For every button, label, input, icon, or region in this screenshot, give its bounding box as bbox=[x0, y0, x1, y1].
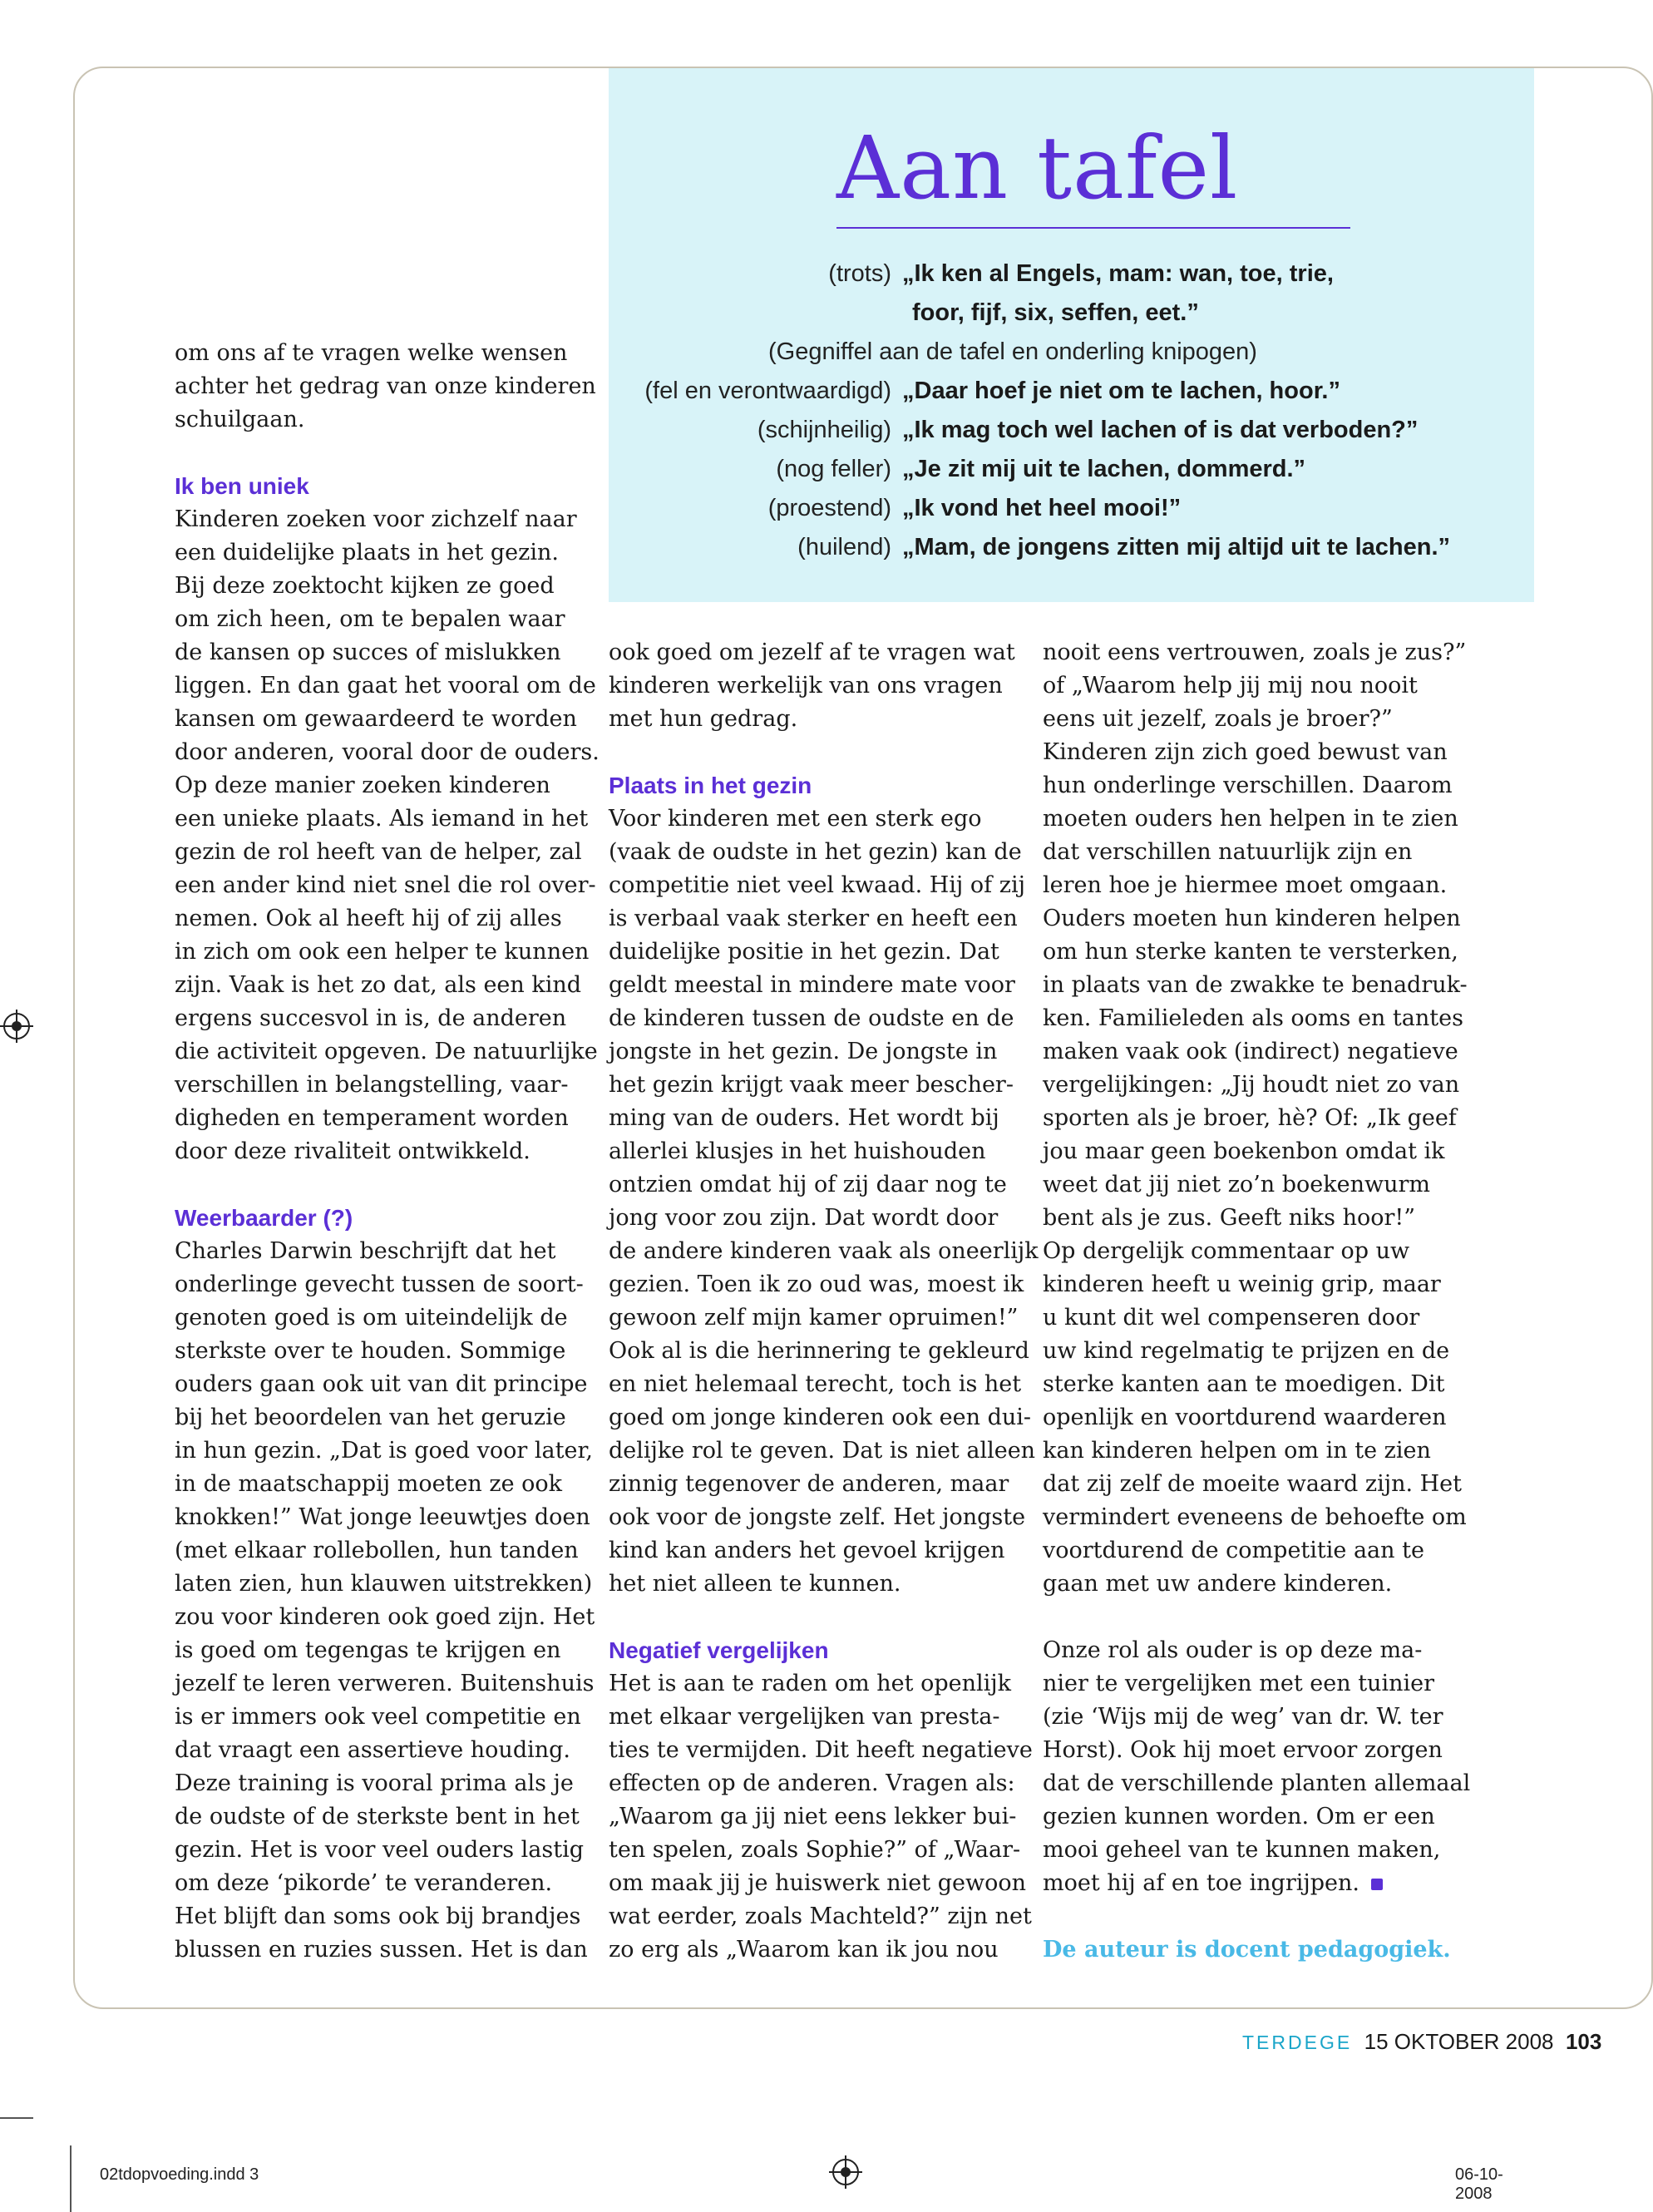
text-line: ming van de ouders. Het wordt bij bbox=[609, 1105, 999, 1131]
text-line: ergens succesvol in is, de anderen bbox=[175, 1005, 567, 1031]
text-line: digheden en temperament worden bbox=[175, 1105, 569, 1131]
registration-mark-icon bbox=[3, 1013, 30, 1039]
text-line: gezien kunnen worden. Om er een bbox=[1043, 1804, 1435, 1829]
col1-intro bbox=[175, 337, 596, 437]
dialogue-line bbox=[609, 450, 1534, 489]
text-line: kind kan anders het gevoel krijgen bbox=[609, 1538, 1005, 1563]
text-line: zou voor kinderen ook goed zijn. Het bbox=[175, 1604, 595, 1630]
text-line: om zich heen, om te bepalen waar bbox=[175, 606, 565, 632]
text-line: jong voor zou zijn. Dat wordt door bbox=[609, 1205, 999, 1231]
text-line: Horst). Ook hij moet ervoor zorgen bbox=[1043, 1737, 1443, 1763]
text-line: sterkste over te houden. Sommige bbox=[175, 1338, 566, 1364]
text-line: door deze rivaliteit ontwikkeld. bbox=[175, 1138, 530, 1164]
text-line: moet hij af en toe ingrijpen. bbox=[1043, 1867, 1475, 1900]
text-line: om deze ‘pikorde’ te veranderen. bbox=[175, 1870, 553, 1896]
page-footer bbox=[1242, 2029, 1601, 2055]
text-line: ouders gaan ook uit van dit principe bbox=[175, 1371, 588, 1397]
text-line: kan kinderen helpen om in te zien bbox=[1043, 1438, 1431, 1464]
text-line: Kinderen zoeken voor zichzelf naar bbox=[175, 506, 577, 532]
text-line: de kinderen tussen de oudste en de bbox=[609, 1005, 1014, 1031]
text-line: wat eerder, zoals Machteld?” zijn net bbox=[609, 1903, 1032, 1929]
text-line: verschillen in belangstelling, vaar- bbox=[175, 1072, 569, 1098]
heading-negatief-vergelijken: Negatief vergelijken bbox=[609, 1637, 829, 1663]
sidebar-dialogue bbox=[609, 254, 1534, 567]
text-line: de kansen op succes of mislukken bbox=[175, 639, 561, 665]
text-line: een unieke plaats. Als iemand in het bbox=[175, 806, 589, 832]
dialogue-tag: (fel en verontwaardigd) bbox=[644, 378, 891, 404]
column-2 bbox=[609, 636, 1039, 1967]
text-line: gaan met uw andere kinderen. bbox=[1043, 1571, 1393, 1597]
text-line: in plaats van de zwakke te benadruk- bbox=[1043, 972, 1468, 998]
text-line: vergelijkingen: „Jij houdt niet zo van bbox=[1043, 1072, 1460, 1098]
text-line: laten zien, hun klauwen uitstrekken) bbox=[175, 1571, 593, 1597]
end-mark-icon bbox=[1371, 1879, 1383, 1890]
text-line: kansen om gewaardeerd te worden bbox=[175, 706, 577, 732]
dialogue-line bbox=[609, 489, 1534, 528]
dialogue-quote: „Je zit mij uit te lachen, dommerd.” bbox=[902, 456, 1306, 482]
column-1 bbox=[175, 337, 600, 1967]
heading-weerbaarder: Weerbaarder (?) bbox=[175, 1205, 353, 1231]
print-file-name: 02tdopvoeding.indd 3 bbox=[100, 2165, 259, 2184]
text-line: weet dat jij niet zo’n boekenwurm bbox=[1043, 1172, 1431, 1197]
text-line: genoten goed is om uiteindelijk de bbox=[175, 1305, 568, 1331]
text-line: Op deze manier zoeken kinderen bbox=[175, 773, 550, 798]
magazine-name: TERDEGE bbox=[1242, 2032, 1353, 2053]
text-line: zijn. Vaak is het zo dat, als een kind bbox=[175, 972, 582, 998]
title-rule bbox=[836, 227, 1350, 229]
dialogue-line bbox=[609, 294, 1534, 333]
text-line: Kinderen zijn zich goed bewust van bbox=[1043, 739, 1448, 765]
text-line: u kunt dit wel compenseren door bbox=[1043, 1305, 1420, 1331]
text-line: nooit eens vertrouwen, zoals je zus?” bbox=[1043, 639, 1467, 665]
text-line: in zich om ook een helper te kunnen bbox=[175, 939, 590, 965]
text-line: de andere kinderen vaak als oneerlijk bbox=[609, 1238, 1039, 1264]
text-line: Deze training is vooral prima als je bbox=[175, 1770, 574, 1796]
text-line: knokken!” Wat jonge leeuwtjes doen bbox=[175, 1504, 590, 1530]
text-line: blussen en ruzies sussen. Het is dan bbox=[175, 1937, 588, 1963]
text-line: „Waarom ga jij niet eens lekker bui- bbox=[609, 1804, 1017, 1829]
text-line: een duidelijke plaats in het gezin. bbox=[175, 540, 559, 565]
text-line: dat zij zelf de moeite waard zijn. Het bbox=[1043, 1471, 1463, 1497]
text-line: maken vaak ook (indirect) negatieve bbox=[1043, 1039, 1458, 1064]
text-line: of „Waarom help jij mij nou nooit bbox=[1043, 673, 1418, 699]
text-line: een ander kind niet snel die rol over- bbox=[175, 872, 596, 898]
text-line: sterke kanten aan te moedigen. Dit bbox=[1043, 1371, 1445, 1397]
text-line: geldt meestal in mindere mate voor bbox=[609, 972, 1015, 998]
col1-weerbaar-paragraph bbox=[175, 1235, 595, 1967]
print-date: 06-10-2008 bbox=[1455, 2165, 1503, 2203]
dialogue-line bbox=[609, 254, 1534, 294]
text-line: openlijk en voortdurend waarderen bbox=[1043, 1405, 1447, 1430]
text-line: (met elkaar rollebollen, hun tanden bbox=[175, 1538, 579, 1563]
text-line: jongste in het gezin. De jongste in bbox=[609, 1039, 998, 1064]
text-line: is goed om tegengas te krijgen en bbox=[175, 1637, 561, 1663]
text-line: eens uit jezelf, zoals je broer?” bbox=[1043, 706, 1393, 732]
text-line: om maak jij je huiswerk niet gewoon bbox=[609, 1870, 1026, 1896]
text-line: delijke rol te geven. Dat is niet alleen bbox=[609, 1438, 1036, 1464]
text-line: onderlinge gevecht tussen de soort- bbox=[175, 1271, 584, 1297]
text-line: Onze rol als ouder is op deze ma- bbox=[1043, 1637, 1423, 1663]
sidebar-title: Aan tafel bbox=[836, 117, 1239, 219]
text-line: gezien. Toen ik zo oud was, moest ik bbox=[609, 1271, 1024, 1297]
text-line: ten spelen, zoals Sophie?” of „Waar- bbox=[609, 1837, 1021, 1863]
text-line: dat verschillen natuurlijk zijn en bbox=[1043, 839, 1413, 865]
text-line: ook goed om jezelf af te vragen wat bbox=[609, 639, 1015, 665]
text-line: jezelf te leren verweren. Buitenshuis bbox=[175, 1671, 595, 1696]
text-line: kinderen heeft u weinig grip, maar bbox=[1043, 1271, 1441, 1297]
text-line: Op dergelijk commentaar op uw bbox=[1043, 1238, 1410, 1264]
text-line: voortdurend de competitie aan te bbox=[1043, 1538, 1424, 1563]
text-line: effecten op de anderen. Vragen als: bbox=[609, 1770, 1015, 1796]
dialogue-quote: „Daar hoef je niet om te lachen, hoor.” bbox=[902, 378, 1340, 404]
text-line: goed om jonge kinderen ook een dui- bbox=[609, 1405, 1032, 1430]
text-line: moeten ouders hen helpen in te zien bbox=[1043, 806, 1458, 832]
dialogue-tag: (schijnheilig) bbox=[757, 417, 891, 443]
text-line: gewoon zelf mijn kamer opruimen!” bbox=[609, 1305, 1019, 1331]
text-line: het gezin krijgt vaak meer bescher- bbox=[609, 1072, 1014, 1098]
text-line: bij het beoordelen van het geruzie bbox=[175, 1405, 566, 1430]
crop-mark bbox=[0, 2117, 33, 2119]
text-line: vermindert eveneens de behoefte om bbox=[1043, 1504, 1467, 1530]
text-line: met elkaar vergelijken van presta- bbox=[609, 1704, 1000, 1730]
dialogue-line bbox=[609, 333, 1534, 372]
text-line: leren hoe je hiermee moet omgaan. bbox=[1043, 872, 1448, 898]
text-line: nier te vergelijken met een tuinier bbox=[1043, 1671, 1434, 1696]
text-line: om ons af te vragen welke wensen bbox=[175, 340, 568, 366]
column-3 bbox=[1043, 636, 1475, 1967]
text-line: (zie ‘Wijs mij de weg’ van dr. W. ter bbox=[1043, 1704, 1443, 1730]
dialogue-quote: foor, fijf, six, seffen, eet.” bbox=[912, 299, 1199, 326]
text-line: Het is aan te raden om het openlijk bbox=[609, 1671, 1011, 1696]
text-line: dat vraagt een assertieve houding. bbox=[175, 1737, 570, 1763]
dialogue-tag: (huilend) bbox=[797, 534, 891, 560]
page-number: 103 bbox=[1565, 2029, 1602, 2054]
text-line: sporten als je broer, hè? Of: „Ik geef bbox=[1043, 1105, 1457, 1131]
text-line: Ook al is die herinnering te gekleurd bbox=[609, 1338, 1029, 1364]
col1-uniek-paragraph bbox=[175, 503, 600, 1168]
text-line: gezin de rol heeft van de helper, zal bbox=[175, 839, 582, 865]
heading-plaats-in-het-gezin: Plaats in het gezin bbox=[609, 773, 812, 798]
crop-mark bbox=[70, 2145, 72, 2212]
text-line: zo erg als „Waarom kan ik jou nou bbox=[609, 1937, 999, 1963]
heading-ik-ben-uniek: Ik ben uniek bbox=[175, 473, 309, 499]
dialogue-quote: „Ik mag toch wel lachen of is dat verboden?” bbox=[902, 417, 1419, 443]
text-line: ties te vermijden. Dit heeft negatieve bbox=[609, 1737, 1033, 1763]
text-line: hun onderlinge verschillen. Daarom bbox=[1043, 773, 1453, 798]
text-line: in hun gezin. „Dat is goed voor later, bbox=[175, 1438, 593, 1464]
text-line: ontzien omdat hij of zij daar nog te bbox=[609, 1172, 1007, 1197]
text-line: is verbaal vaak sterker en heeft een bbox=[609, 906, 1018, 931]
text-line: met hun gedrag. bbox=[609, 706, 798, 732]
text-line: competitie niet veel kwaad. Hij of zij bbox=[609, 872, 1025, 898]
text-line: kinderen werkelijk van ons vragen bbox=[609, 673, 1003, 699]
author-note: De auteur is docent pedagogiek. bbox=[1043, 1937, 1451, 1963]
text-line: door anderen, vooral door de ouders. bbox=[175, 739, 600, 765]
text-line: zinnig tegenover de anderen, maar bbox=[609, 1471, 1009, 1497]
text-line: is er immers ook veel competitie en bbox=[175, 1704, 581, 1730]
dialogue-line bbox=[609, 411, 1534, 450]
dialogue-quote: „Ik ken al Engels, mam: wan, toe, trie, bbox=[902, 260, 1334, 287]
text-line: in de maatschappij moeten ze ook bbox=[175, 1471, 563, 1497]
text-line: de oudste of de sterkste bent in het bbox=[175, 1804, 580, 1829]
text-line: ken. Familieleden als ooms en tantes bbox=[1043, 1005, 1463, 1031]
text-line: nemen. Ook al heeft hij of zij alles bbox=[175, 906, 562, 931]
text-line: het niet alleen te kunnen. bbox=[609, 1571, 901, 1597]
dialogue-tag: (nog feller) bbox=[776, 456, 891, 482]
col2-plaats-paragraph bbox=[609, 802, 1039, 1601]
dialogue-quote: „Mam, de jongens zitten mij altijd uit te lachen.” bbox=[902, 534, 1451, 560]
col2-intro bbox=[609, 636, 1015, 736]
text-line: Het blijft dan soms ook bij brandjes bbox=[175, 1903, 581, 1929]
text-line: ook voor de jongste zelf. Het jongste bbox=[609, 1504, 1026, 1530]
dialogue-stage-direction: (Gegniffel aan de tafel en onderling knipogen) bbox=[768, 338, 1257, 365]
text-line: uw kind regelmatig te prijzen en de bbox=[1043, 1338, 1450, 1364]
dialogue-line bbox=[609, 372, 1534, 411]
dialogue-tag: (proestend) bbox=[767, 495, 891, 521]
text-line: duidelijke positie in het gezin. Dat bbox=[609, 939, 999, 965]
text-line: Bij deze zoektocht kijken ze goed bbox=[175, 573, 555, 599]
text-line: Ouders moeten hun kinderen helpen bbox=[1043, 906, 1461, 931]
text-line: en niet helemaal terecht, toch is het bbox=[609, 1371, 1022, 1397]
text-line: om hun sterke kanten te versterken, bbox=[1043, 939, 1458, 965]
text-line: dat de verschillende planten allemaal bbox=[1043, 1770, 1471, 1796]
text-line: die activiteit opgeven. De natuurlijke bbox=[175, 1039, 598, 1064]
text-line: mooi geheel van te kunnen maken, bbox=[1043, 1837, 1441, 1863]
text-line: jou maar geen boekenbon omdat ik bbox=[1043, 1138, 1445, 1164]
dialogue-line bbox=[609, 528, 1534, 567]
text-line: achter het gedrag van onze kinderen bbox=[175, 373, 596, 399]
text-line: schuilgaan. bbox=[175, 407, 305, 432]
text-line: Charles Darwin beschrijft dat het bbox=[175, 1238, 556, 1264]
registration-mark-icon bbox=[832, 2159, 859, 2185]
text-line: liggen. En dan gaat het vooral om de bbox=[175, 673, 596, 699]
col3-paragraph-1 bbox=[1043, 636, 1475, 1601]
col3-paragraph-2 bbox=[1043, 1634, 1475, 1900]
text-line: Voor kinderen met een sterk ego bbox=[609, 806, 982, 832]
text-line: bent als je zus. Geeft niks hoor!” bbox=[1043, 1205, 1416, 1231]
text-line: (vaak de oudste in het gezin) kan de bbox=[609, 839, 1022, 865]
dialogue-quote: „Ik vond het heel mooi!” bbox=[902, 495, 1182, 521]
text-line: allerlei klusjes in het huishouden bbox=[609, 1138, 986, 1164]
dialogue-tag: (trots) bbox=[828, 260, 891, 287]
text-line: gezin. Het is voor veel ouders lastig bbox=[175, 1837, 584, 1863]
issue-date: 15 OKTOBER 2008 bbox=[1364, 2029, 1554, 2054]
col2-negatief-paragraph bbox=[609, 1667, 1033, 1967]
